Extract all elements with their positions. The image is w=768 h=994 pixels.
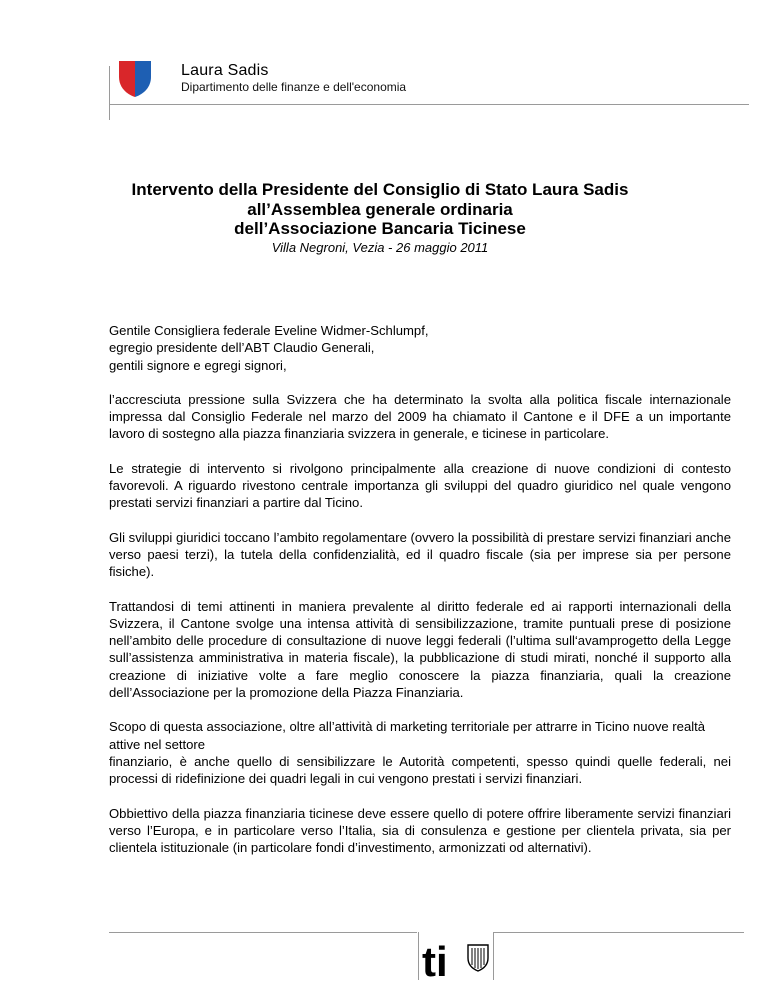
header-vertical-rule	[109, 66, 110, 120]
title-line: dell’Associazione Bancaria Ticinese	[234, 219, 526, 238]
shield-icon	[467, 944, 489, 972]
header-department: Dipartimento delle finanze e dell'economia	[181, 80, 407, 94]
salutation-line: egregio presidente dell’ABT Claudio Generali,	[109, 340, 375, 356]
footer-rule-left	[109, 932, 417, 933]
ticino-logo-icon	[420, 940, 466, 980]
paragraph: Le strategie di intervento si rivolgono principalmente alla creazione di nuove condizioni di contesto favorevoli. A riguardo rivestono centrale importanza gli sviluppi del quadro giuridico nel quale vengono prestati servizi finanziari a partire dal Ticino.	[109, 460, 731, 511]
ticino-crest-icon	[118, 60, 152, 98]
document-body	[109, 322, 731, 873]
footer-divider	[418, 932, 419, 980]
footer-divider	[493, 932, 494, 980]
header-horizontal-rule	[109, 104, 749, 105]
salutation	[109, 322, 731, 374]
salutation-line: Gentile Consigliera federale Eveline Widmer-Schlumpf,	[109, 323, 429, 338]
logo-text: ti	[422, 940, 448, 980]
paragraph: l’accresciuta pressione sulla Svizzera che ha determinato la svolta alla politica fiscale internazionale impressa dal Consiglio Federale nel marzo del 2009 ha chiamato il Cantone e il DFE a un importante lavoro di sostegno alla piazza finanziaria svizzera in generale, e ticinese in particolare.	[109, 391, 731, 442]
header-name: Laura Sadis	[181, 62, 269, 79]
document-title	[80, 180, 680, 255]
paragraph: Gli sviluppi giuridici toccano l’ambito regolamentare (ovvero la possibilità di prestare servizi finanziari anche verso paesi terzi), la tutela della confidenzialità, ed il quadro fiscale (sia per imprese sia per persone fisiche).	[109, 529, 731, 580]
title-line: Intervento della Presidente del Consiglio di Stato Laura Sadis	[131, 180, 629, 199]
document-subtitle: Villa Negroni, Vezia - 26 maggio 2011	[271, 239, 489, 255]
paragraph: Obbiettivo della piazza finanziaria ticinese deve essere quello di potere offrire liberamente servizi finanziari verso l’Europa, e in particolare verso l’Italia, sia di consulenza e gestione per clientela privata, sia per clientela istituzionale (in particolare fondi d’investimento, armonizzati od alternativi).	[109, 805, 731, 856]
footer-rule-right	[494, 932, 744, 933]
paragraph: finanziario, è anche quello di sensibilizzare le Autorità competenti, spesso quindi quelle federali, nei processi di ridefinizione dei quadri legali in cui vengono prestati i servizi finanziari.	[109, 753, 731, 787]
salutation-line: gentili signore e egregi signori,	[109, 357, 287, 373]
title-line: all’Assemblea generale ordinaria	[247, 199, 513, 219]
paragraph: Scopo di questa associazione, oltre all’attività di marketing territoriale per attrarre in Ticino nuove realtà attive nel settore	[109, 719, 706, 752]
paragraph: Trattandosi di temi attinenti in maniera prevalente al diritto federale ed ai rapporti internazionali della Svizzera, il Cantone svolge una intensa attività di sensibilizzazione, tramite puntuali prese di posizione nell’ambito delle procedure di consultazione di nuove leggi federali (l’ultima sull‘avamprogetto della Legge sull’assistenza amministrativa in materia fiscale), la pubblicazione di studi mirati, nonché il supporto alla creazione di iniziative volte a fare meglio conoscere la piazza finanziaria, quali la creazione dell’Associazione per la promozione della Piazza Finanziaria.	[109, 598, 731, 701]
